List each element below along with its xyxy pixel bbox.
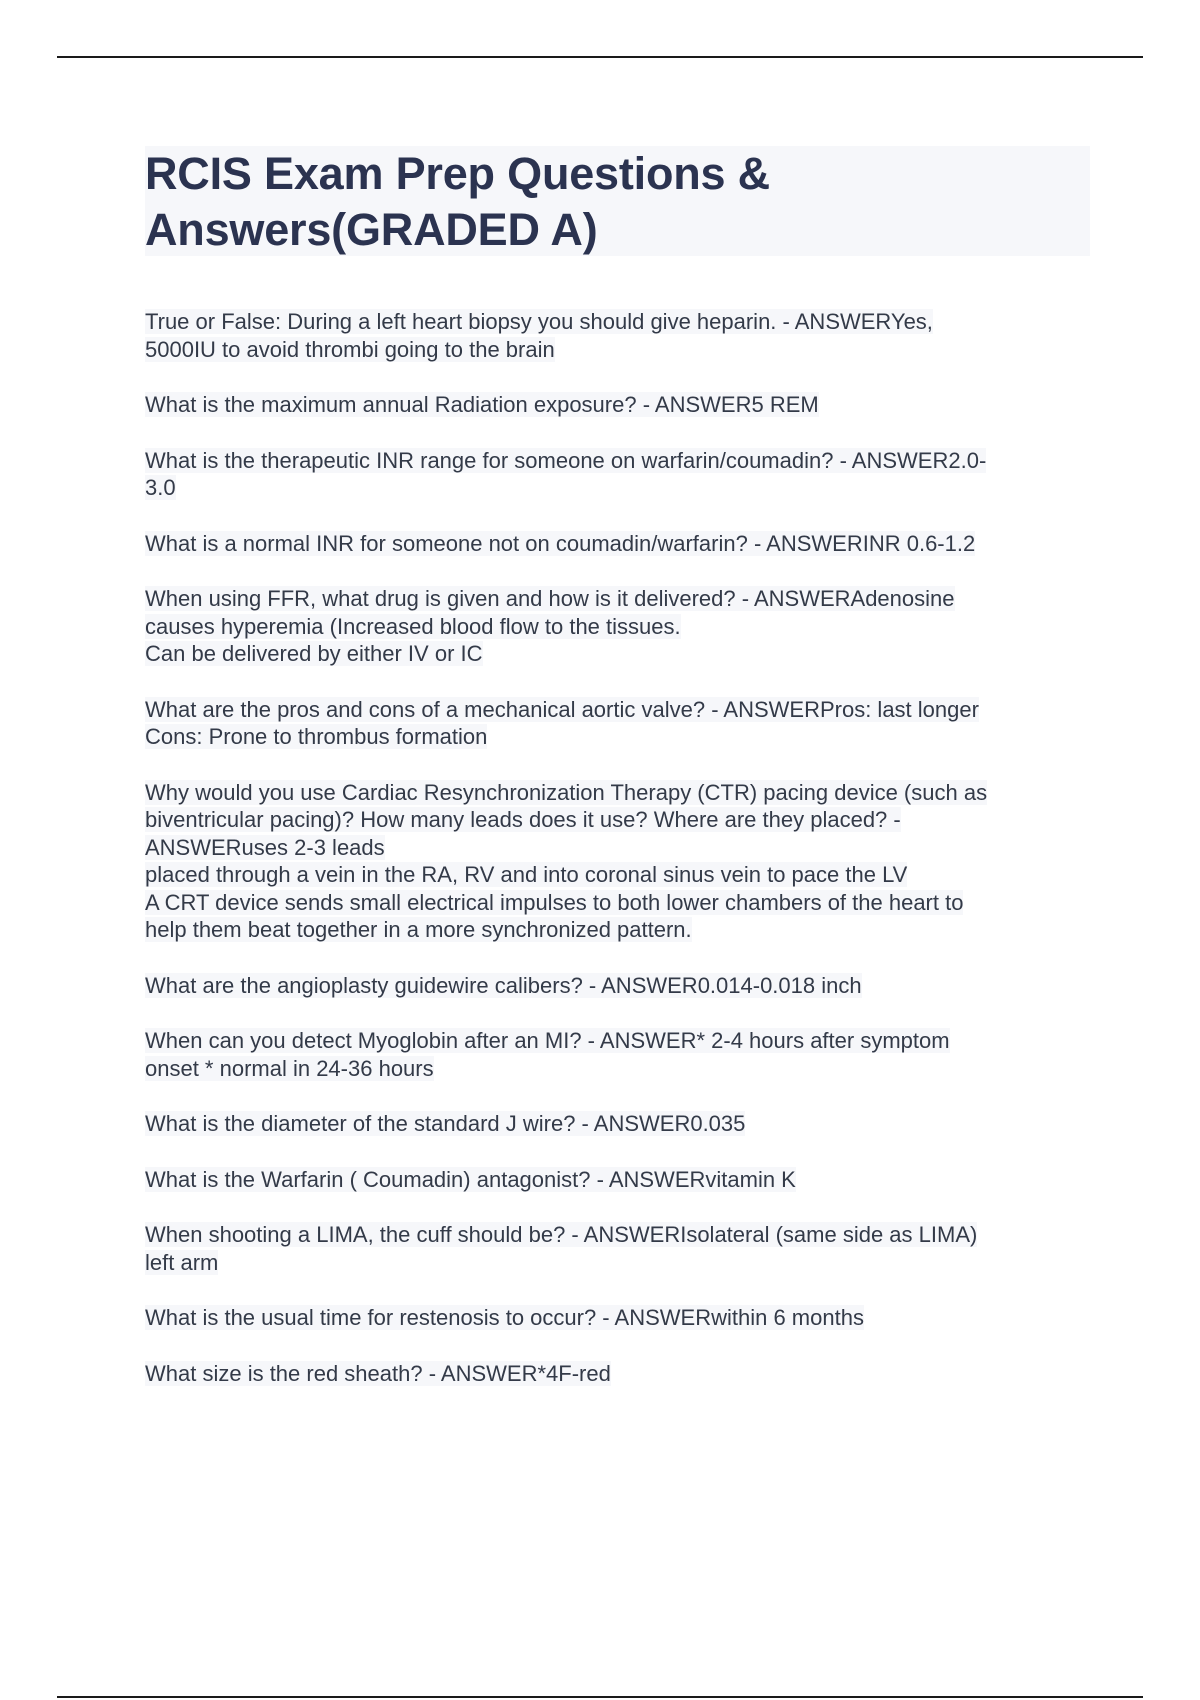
qa-text: placed through a vein in the RA, RV and into coronal sinus vein to pace the LV <box>145 862 908 887</box>
qa-text-line <box>145 1249 1090 1277</box>
top-rule <box>57 56 1143 58</box>
title-block <box>145 146 1090 256</box>
qa-text-line <box>145 1360 1090 1388</box>
qa-text-line <box>145 1221 1090 1249</box>
qa-text-line <box>145 336 1090 364</box>
qa-text: What is the usual time for restenosis to occur? - ANSWERwithin 6 months <box>145 1305 864 1330</box>
qa-item <box>145 391 1090 419</box>
qa-text: 5000IU to avoid thrombi going to the brain <box>145 336 555 362</box>
qa-text-line <box>145 585 1090 613</box>
qa-text-line <box>145 1304 1090 1332</box>
qa-text: causes hyperemia (Increased blood flow to the tissues. <box>145 613 681 639</box>
qa-text: What are the angioplasty guidewire calibers? - ANSWER0.014-0.018 inch <box>145 972 862 998</box>
qa-text-line <box>145 447 1090 475</box>
qa-item <box>145 1360 1090 1388</box>
qa-text-line <box>145 861 1090 889</box>
qa-text-line <box>145 806 1090 834</box>
qa-item <box>145 308 1090 363</box>
qa-text: When can you detect Myoglobin after an MI? - ANSWER* 2-4 hours after symptom <box>145 1028 950 1053</box>
qa-list <box>145 308 1090 1387</box>
qa-item <box>145 972 1090 1000</box>
qa-item <box>145 1110 1090 1138</box>
qa-text-line <box>145 723 1090 751</box>
qa-text: What are the pros and cons of a mechanical aortic valve? - ANSWERPros: last longer <box>145 696 979 722</box>
title-line-1: RCIS Exam Prep Questions & <box>145 148 770 199</box>
qa-item <box>145 585 1090 668</box>
qa-text-line <box>145 530 1090 558</box>
document-title <box>145 146 1090 258</box>
qa-text: What is the Warfarin ( Coumadin) antagonist? - ANSWERvitamin K <box>145 1166 796 1192</box>
qa-text-line <box>145 779 1090 807</box>
qa-text: True or False: During a left heart biopsy you should give heparin. - ANSWERYes, <box>145 309 933 334</box>
qa-item <box>145 1304 1090 1332</box>
qa-item <box>145 1027 1090 1082</box>
qa-text: What size is the red sheath? - ANSWER*4F-red <box>145 1360 611 1386</box>
qa-item <box>145 1221 1090 1276</box>
qa-text: What is a normal INR for someone not on coumadin/warfarin? - ANSWERINR 0.6-1.2 <box>145 530 976 556</box>
qa-text: What is the diameter of the standard J wire? - ANSWER0.035 <box>145 1111 746 1136</box>
qa-text-line <box>145 474 1090 502</box>
qa-text-line <box>145 1166 1090 1194</box>
qa-text-line <box>145 916 1090 944</box>
qa-text-line <box>145 1110 1090 1138</box>
qa-item <box>145 779 1090 944</box>
qa-text: Why would you use Cardiac Resynchronization Therapy (CTR) pacing device (such as <box>145 779 988 805</box>
qa-text-line <box>145 308 1090 336</box>
qa-text: Cons: Prone to thrombus formation <box>145 724 488 749</box>
qa-text: onset * normal in 24-36 hours <box>145 1055 434 1081</box>
qa-text: biventricular pacing)? How many leads does it use? Where are they placed? - <box>145 807 901 832</box>
title-line-2: Answers(GRADED A) <box>145 204 598 255</box>
qa-text-line <box>145 640 1090 668</box>
qa-text: When using FFR, what drug is given and how is it delivered? - ANSWERAdenosine <box>145 586 955 611</box>
qa-text-line <box>145 889 1090 917</box>
qa-text: ANSWERuses 2-3 leads <box>145 834 385 860</box>
bottom-rule <box>57 1696 1143 1698</box>
qa-text-line <box>145 613 1090 641</box>
qa-text: What is the maximum annual Radiation exposure? - ANSWER5 REM <box>145 392 819 417</box>
qa-text: 3.0 <box>145 475 176 500</box>
qa-item <box>145 447 1090 502</box>
qa-text-line <box>145 696 1090 724</box>
qa-item <box>145 530 1090 558</box>
qa-text: A CRT device sends small electrical impulses to both lower chambers of the heart to <box>145 889 964 915</box>
qa-text-line <box>145 834 1090 862</box>
qa-text: help them beat together in a more synchronized pattern. <box>145 917 692 942</box>
qa-text: When shooting a LIMA, the cuff should be? - ANSWERIsolateral (same side as LIMA) <box>145 1222 978 1247</box>
document-body <box>145 146 1090 1415</box>
qa-text: Can be delivered by either IV or IC <box>145 641 483 666</box>
qa-text-line <box>145 391 1090 419</box>
qa-text: What is the therapeutic INR range for someone on warfarin/coumadin? - ANSWER2.0- <box>145 447 987 473</box>
qa-text-line <box>145 1055 1090 1083</box>
qa-item <box>145 696 1090 751</box>
qa-text: left arm <box>145 1249 219 1275</box>
qa-text-line <box>145 972 1090 1000</box>
qa-item <box>145 1166 1090 1194</box>
qa-text-line <box>145 1027 1090 1055</box>
